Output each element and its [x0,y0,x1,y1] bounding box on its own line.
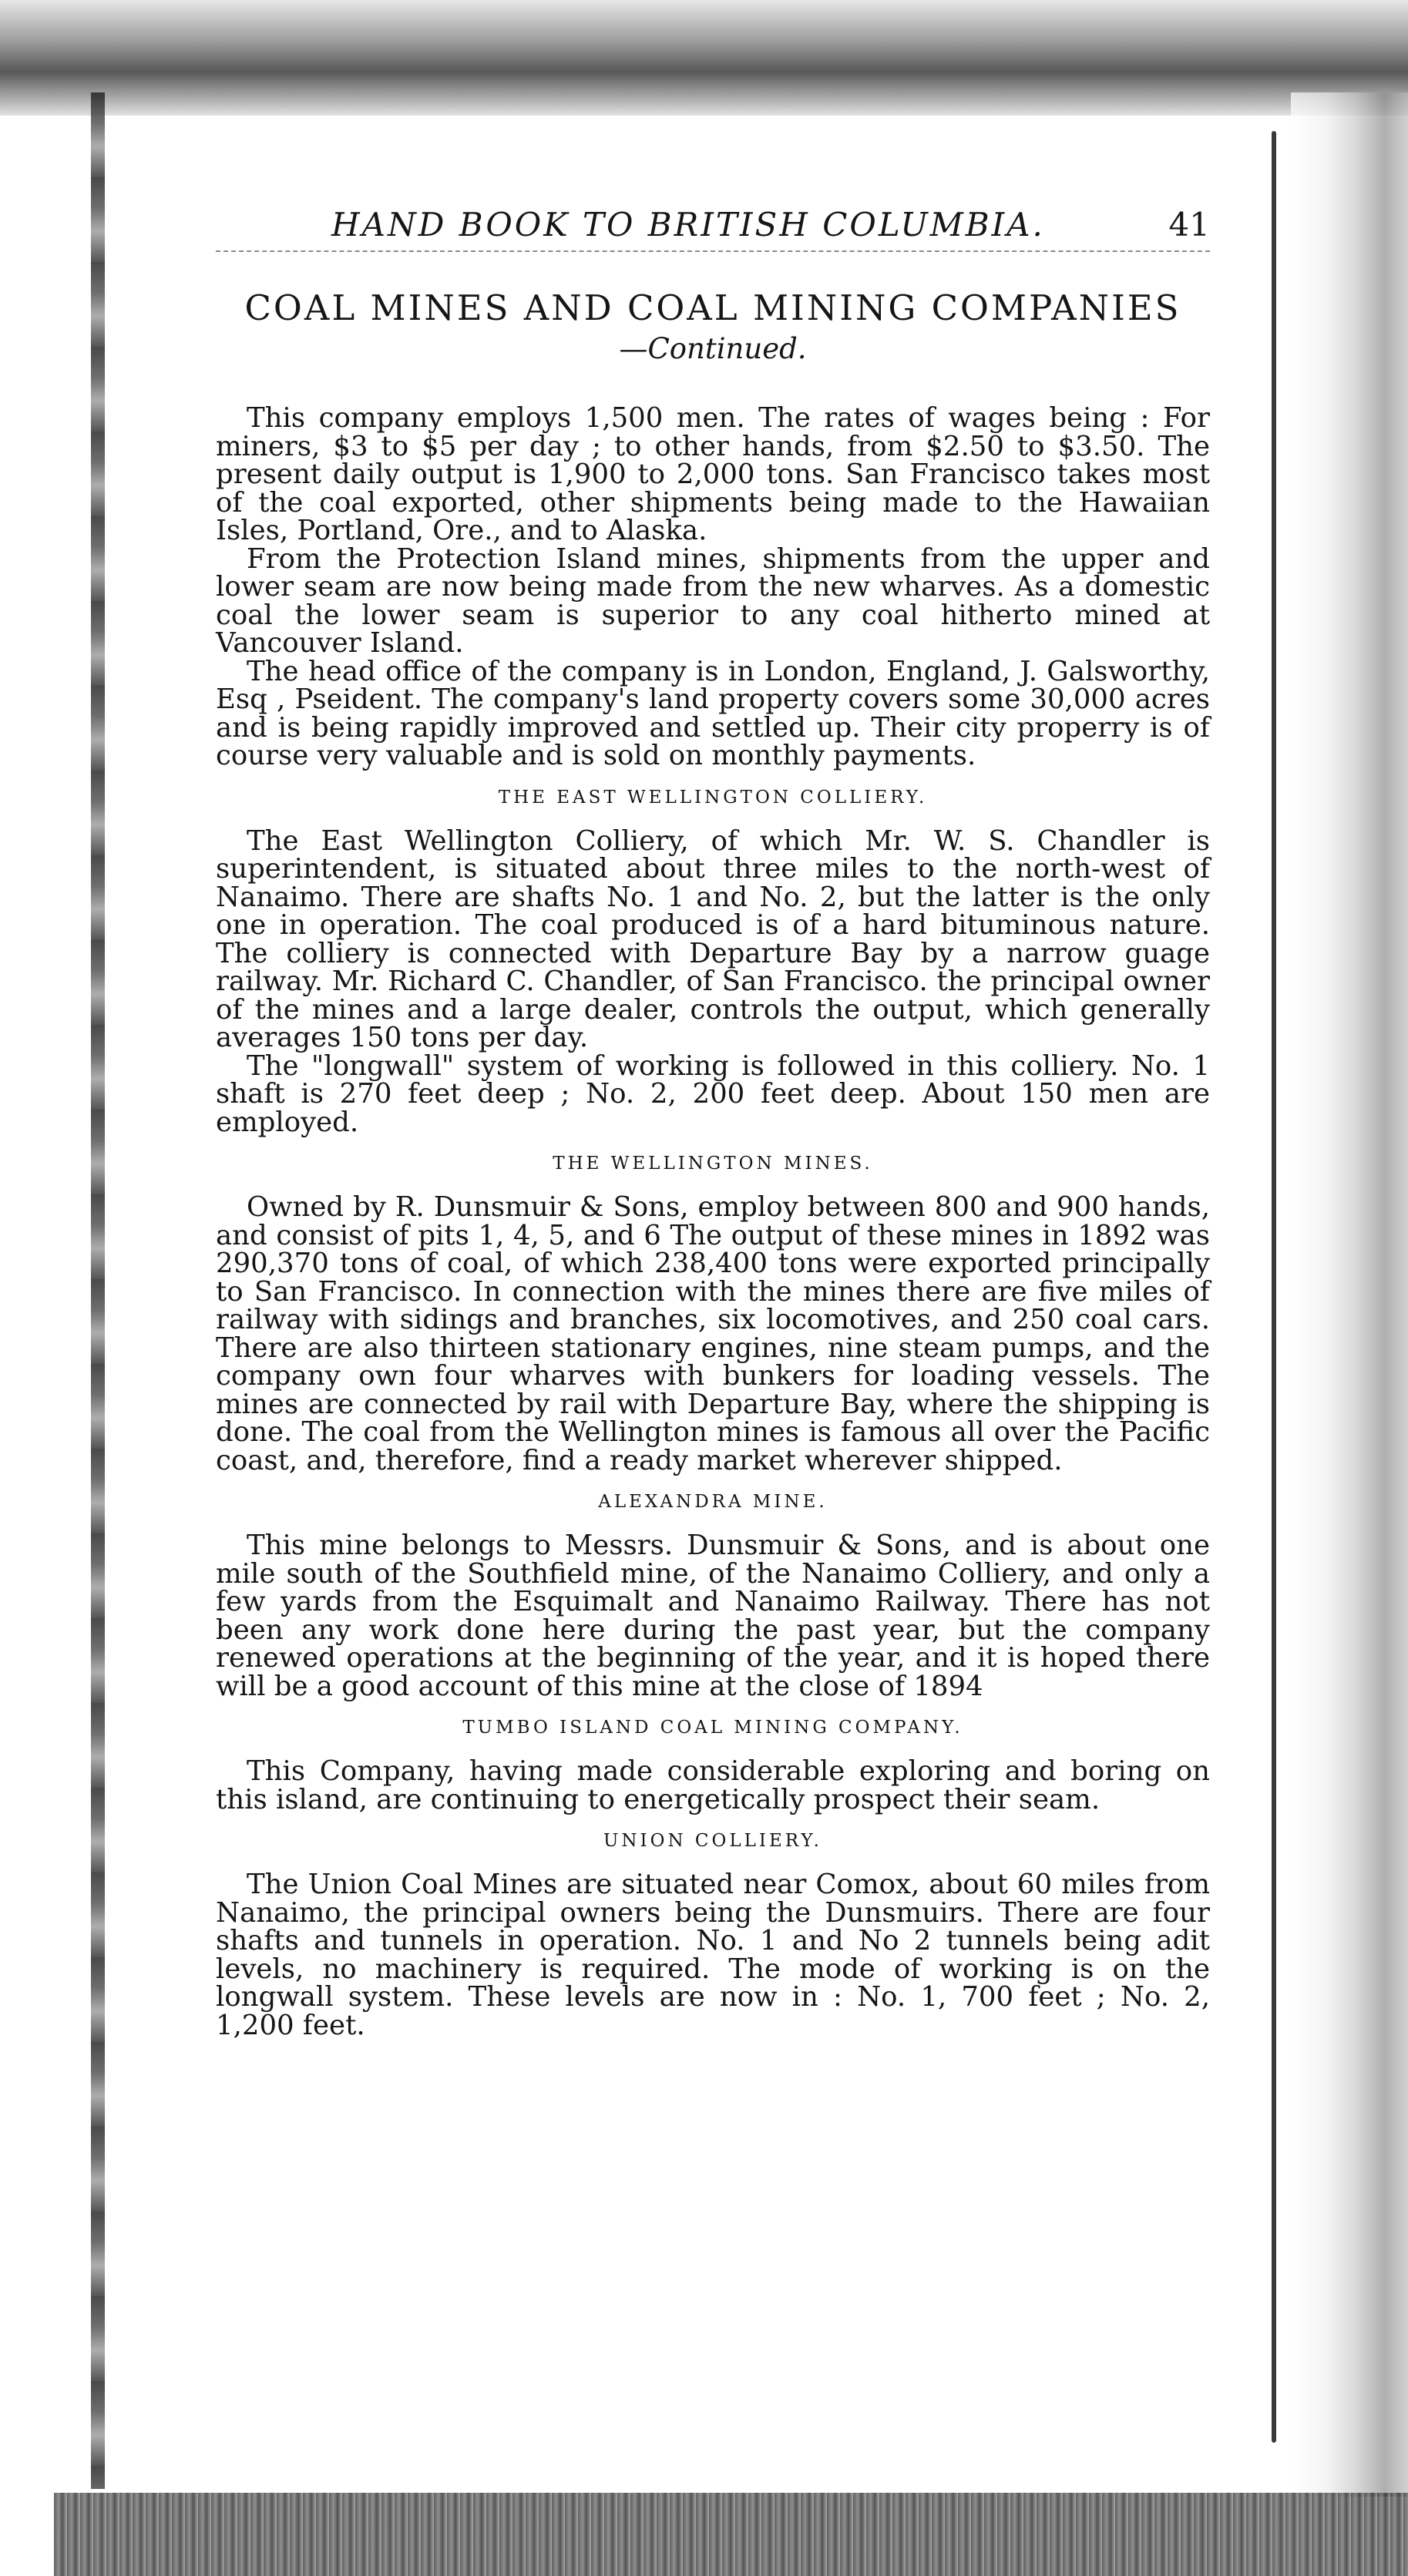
paragraph-wellington-mines: Owned by R. Dunsmuir & Sons, employ between 800 and 900 hands, and consist of pits 1, 4, 5, and 6 The output of these mines in 1892 was 290,370 tons of coal, of which 238,400 tons were exported principally to San Francisco. In connection with the mines there are five miles of railway with sidings and branches, six locomotives, and 250 coal cars. There are also thirteen stationary engines, nine steam pumps, and the company own four wharves with bunkers for loading vessels. The mines are connected by rail with Departure Bay, where the shipping is done. The coal from the Wellington mines is famous all over the Pacific coast, and, therefore, find a ready market wherever shipped. [216,1191,1210,1476]
paragraph-protection-island: From the Protection Island mines, shipments from the upper and lower seam are now being made from the new wharves. As a domestic coal the lower seam is superior to any coal hitherto mined at Vancouver Island. [216,542,1210,659]
paragraph-east-wellington-1: The East Wellington Colliery, of which Mr. W. S. Chandler is superintendent, is situated about three miles to the north-west of Nanaimo. There are shafts No. 1 and No. 2, but the latter is the only one in operation. The coal produced is of a hard bituminous nature. The colliery is connected with Departure Bay by a narrow guage railway. Mr. Richard C. Chandler, of San Francisco. the principal owner of the mines and a large dealer, controls the output, which generally averages 150 tons per day. [216,825,1210,1053]
heading-east-wellington: THE EAST WELLINGTON COLLIERY. [498,787,928,808]
scan-edge-left [91,92,105,2489]
book-page [216,204,1210,2040]
running-head [216,204,1210,252]
running-title: HAND BOOK TO BRITISH COLUMBIA. [331,206,1045,243]
section-subtitle: —Continued. [619,332,807,365]
paragraph-union-colliery: The Union Coal Mines are situated near Comox, about 60 miles from Nanaimo, the principal owners being the Dunsmuirs. There are four shafts and tunnels in operation. No. 1 and No 2 tunnels being adit levels, no machinery is required. The mode of working is on the longwall system. These levels are now in : No. 1, 700 feet ; No. 2, 1,200 feet. [216,1869,1210,2041]
paragraph-head-office: The head office of the company is in London, England, J. Galsworthy, Esq , Pseident. The company's land property covers some 30,000 acres and is being rapidly improved and settled up. Their city properry is of course very valuable and is sold on monthly payments. [216,655,1210,771]
paragraph-tumbo-island: This Company, having made considerable exploring and boring on this island, are continuing to energetically prospect their seam. [216,1755,1210,1815]
heading-alexandra-mine: ALEXANDRA MINE. [598,1492,828,1512]
section-title: COAL MINES AND COAL MINING COMPANIES [244,287,1181,328]
paragraph-alexandra-mine: This mine belongs to Messrs. Dunsmuir & Sons, and is about one mile south of the Southfield mine, of the Nanaimo Colliery, and only a few yards from the Esquimalt and Nanaimo Railway. There has not been any work done here during the past year, but the company renewed operations at the beginning of the year, and it is hoped there will be a good account of this mine at the close of 1894 [216,1530,1210,1702]
heading-wellington-mines: THE WELLINGTON MINES. [553,1154,873,1174]
page-binding-rule [1272,131,1276,2443]
scan-edge-top [0,0,1408,116]
scan-edge-bottom [54,2493,1408,2576]
heading-union-colliery: UNION COLLIERY. [603,1831,822,1851]
page-number: 41 [1168,206,1210,243]
paragraph-east-wellington-2: The "longwall" system of working is followed in this colliery. No. 1 shaft is 270 feet deep ; No. 2, 200 feet deep. About 150 men are employed. [216,1050,1210,1138]
heading-tumbo-island: TUMBO ISLAND COAL MINING COMPANY. [462,1718,963,1738]
paragraph-workforce: This company employs 1,500 men. The rates of wages being : For miners, $3 to $5 per day ; to other hands, from $2.50 to $3.50. The present daily output is 1,900 to 2,000 tons. San Francisco takes most of the coal exported, other shipments being made to the Hawaiian Isles, Portland, Ore., and to Alaska. [216,402,1210,546]
scan-edge-right [1291,92,1408,2497]
